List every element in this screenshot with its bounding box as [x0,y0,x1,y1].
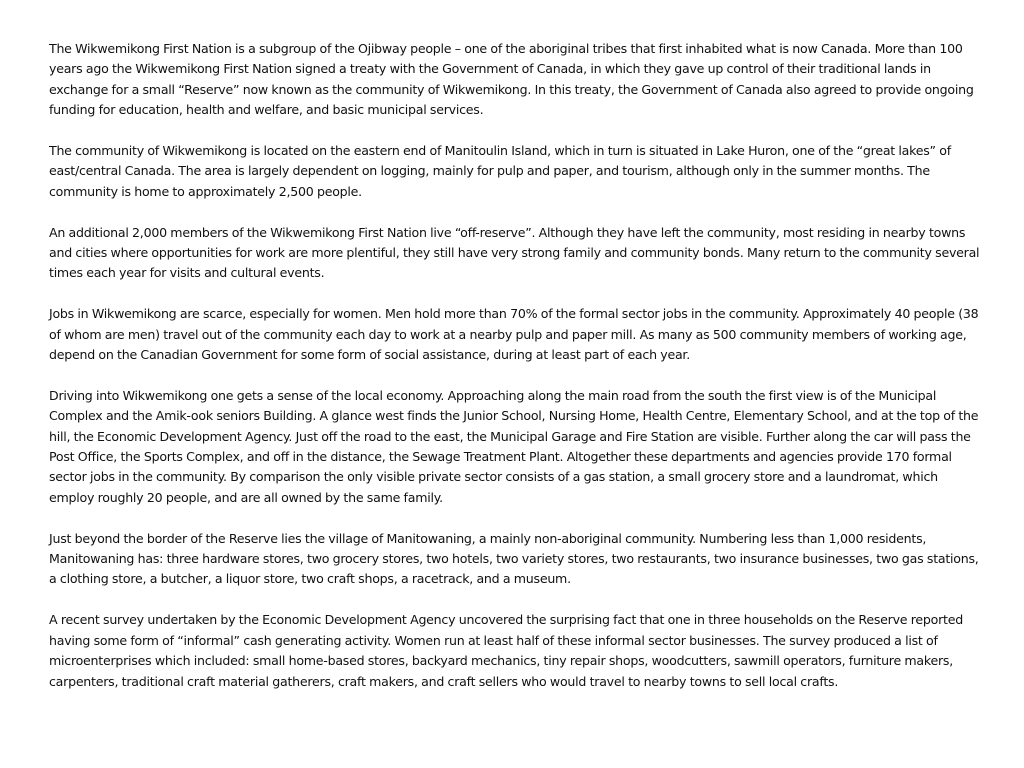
paragraph-off-reserve-members: An additional 2,000 members of the Wikwemikong First Nation live “off-reserve”. Although they have left the community, most residing in nearby towns and cities where opportunities for work are more plentiful, they still have very strong family and community bonds. Many return to the community several times each year for visits and cultural events. [49,224,980,281]
paragraph-community-location: The community of Wikwemikong is located on the eastern end of Manitoulin Island, which in turn is situated in Lake Huron, one of the “great lakes” of east/central Canada. The area is largely dependent on logging, mainly for pulp and paper, and tourism, although only in the summer months. The community is home to approximately 2,500 people. [49,143,951,199]
document-body [49,39,983,692]
paragraph-local-economy: Driving into Wikwemikong one gets a sense of the local economy. Approaching along the main road from the south the first view is of the Municipal Complex and the Amik-ook seniors Building. A glance west finds the Junior School, Nursing Home, Health Centre, Elementary School, and at the top of the hill, the Economic Development Agency. Just off the road to the east, the Municipal Garage and Fire Station are visible. Further along the car will pass the Post Office, the Sports Complex, and off in the distance, the Sewage Treatment Plant. Altogether these departments and agencies provide 170 formal sector jobs in the community. By comparison the only visible private sector consists of a gas station, a small grocery store and a laundromat, which employ roughly 20 people, and are all owned by the same family. [49,387,979,505]
paragraph-manitowaning: Just beyond the border of the Reserve lies the village of Manitowaning, a mainly non-aboriginal community. Numbering less than 1,000 residents, Manitowaning has: three hardware stores, two grocery stores, two hotels, two variety stores, two restaurants, two insurance businesses, two gas stations, a clothing store, a butcher, a liquor store, two craft shops, a racetrack, and a museum. [49,530,979,587]
paragraph-informal-survey: A recent survey undertaken by the Economic Development Agency uncovered the surprising fact that one in three households on the Reserve reported having some form of “informal” cash generating activity. Women run at least half of these informal sector businesses. The survey produced a list of microenterprises which included: small home-based stores, backyard mechanics, tiny repair shops, woodcutters, sawmill operators, furniture makers, carpenters, traditional craft material gatherers, craft makers, and craft sellers who would travel to nearby towns to sell local crafts. [49,612,963,689]
paragraph-treaty-history: The Wikwemikong First Nation is a subgroup of the Ojibway people – one of the aboriginal tribes that first inhabited what is now Canada. More than 100 years ago the Wikwemikong First Nation signed a treaty with the Government of Canada, in which they gave up control of their traditional lands in exchange for a small “Reserve” now known as the community of Wikwemikong. In this treaty, the Government of Canada also agreed to provide ongoing funding for education, health and welfare, and basic municipal services. [49,41,974,118]
paragraph-jobs: Jobs in Wikwemikong are scarce, especially for women. Men hold more than 70% of the formal sector jobs in the community. Approximately 40 people (38 of whom are men) travel out of the community each day to work at a nearby pulp and paper mill. As many as 500 community members of working age, depend on the Canadian Government for some form of social assistance, during at least part of each year. [49,306,979,363]
